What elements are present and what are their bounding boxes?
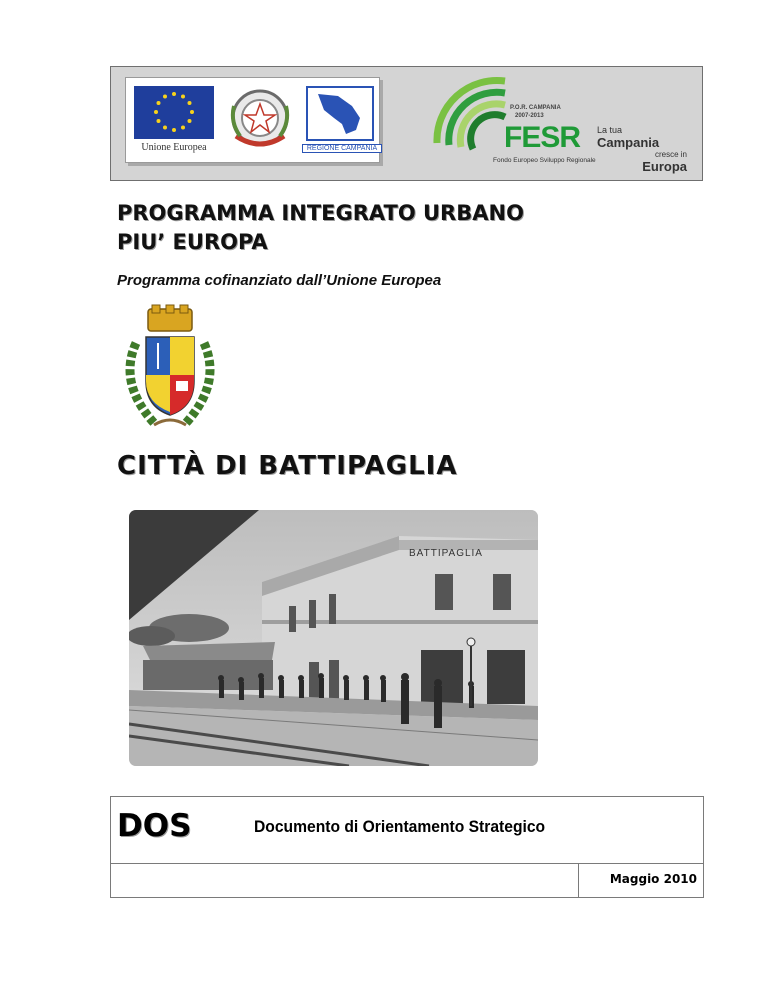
date-cell bbox=[578, 863, 704, 897]
eu-flag-logo bbox=[134, 86, 214, 139]
title-line-2: PIU’ EUROPA bbox=[117, 230, 268, 254]
fesr-wordmark: FESR bbox=[504, 121, 581, 154]
campania-europa-logo bbox=[597, 125, 701, 174]
title-line-1: PROGRAMMA INTEGRATO URBANO bbox=[117, 201, 524, 225]
ce-europa: Europa bbox=[642, 159, 687, 174]
city-name: CITTÀ DI BATTIPAGLIA bbox=[117, 451, 458, 481]
fesr-por-label: P.O.R. CAMPANIA bbox=[510, 105, 561, 111]
fesr-subtitle: Fondo Europeo Sviluppo Regionale bbox=[493, 157, 596, 164]
dos-abbreviation: DOS bbox=[117, 808, 192, 844]
document-subtitle: Programma cofinanziato dall’Unione Europea bbox=[117, 272, 442, 289]
publication-date: Maggio 2010 bbox=[609, 872, 697, 886]
document-title bbox=[117, 199, 524, 257]
regione-campania-logo bbox=[306, 86, 374, 141]
dos-info-table bbox=[110, 796, 704, 898]
ce-cresce: cresce in bbox=[654, 150, 687, 159]
institutional-logos bbox=[125, 77, 380, 163]
city-coat-of-arms-icon bbox=[118, 303, 222, 437]
logo-banner bbox=[110, 66, 703, 181]
ce-latua: La tua bbox=[597, 125, 623, 135]
eu-caption: Unione Europea bbox=[141, 142, 207, 153]
dos-full-title: Documento di Orientamento Strategico bbox=[254, 817, 546, 836]
fesr-years-label: 2007-2013 bbox=[515, 113, 544, 119]
ce-campania: Campania bbox=[597, 135, 660, 150]
regione-campania-caption: REGIONE CAMPANIA bbox=[302, 144, 382, 153]
dos-title-row bbox=[111, 797, 703, 864]
station-sign: BATTIPAGLIA bbox=[409, 548, 483, 559]
italian-republic-emblem-icon bbox=[226, 86, 294, 154]
